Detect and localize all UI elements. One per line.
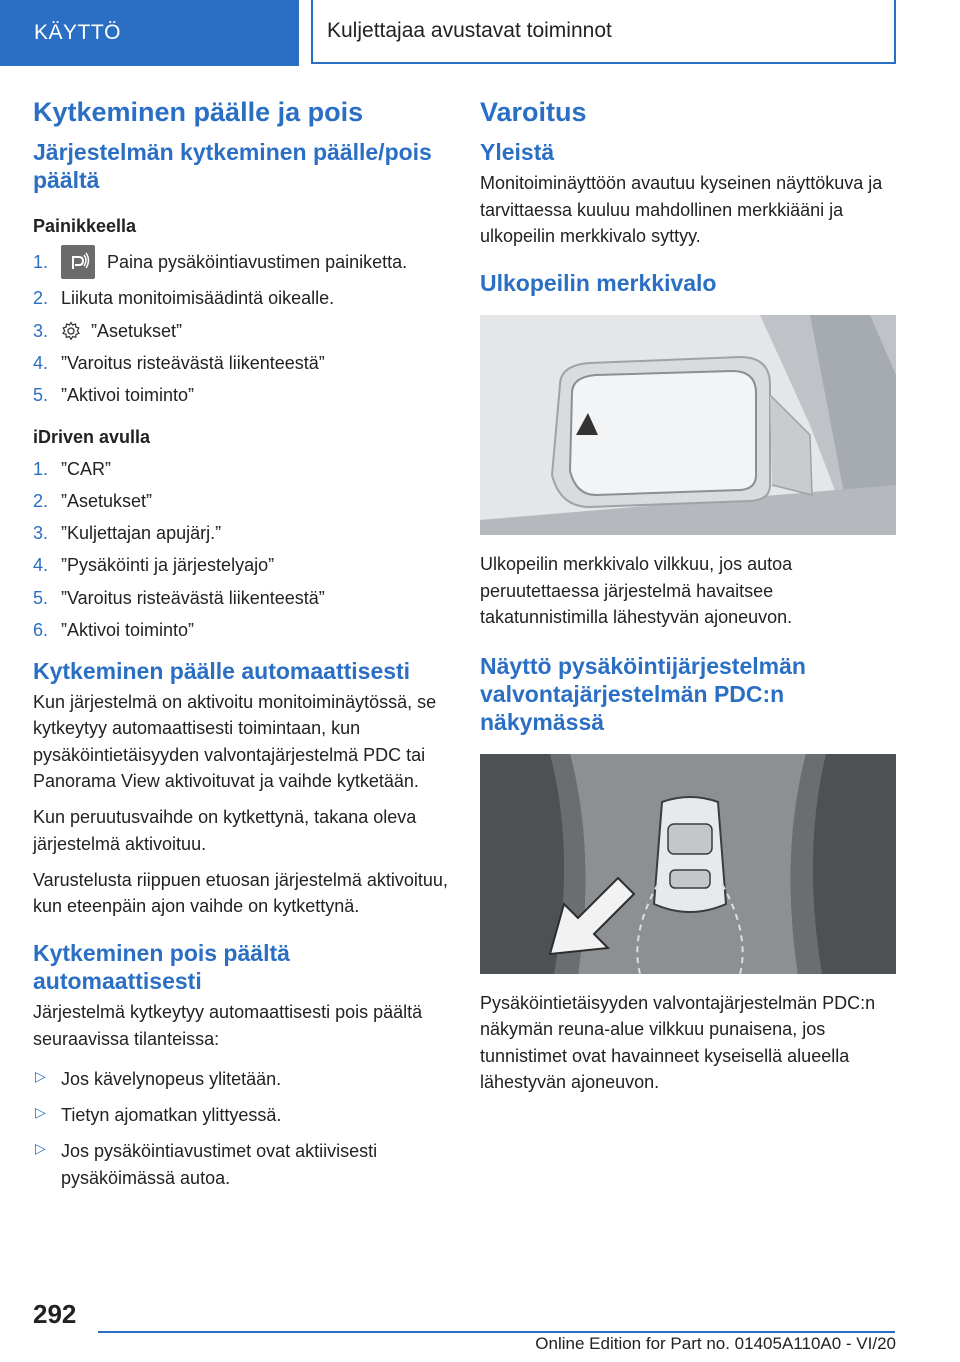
step-text: ”CAR”	[61, 458, 111, 479]
list-item	[33, 318, 449, 344]
step-number: 2.	[33, 490, 49, 511]
heading-idrive: iDriven avulla	[33, 426, 151, 447]
step-text: ”Asetukset”	[61, 490, 153, 511]
step-number: 3.	[33, 320, 49, 341]
heading-switch-on-off: Kytkeminen päälle ja pois	[33, 97, 364, 127]
step-number: 3.	[33, 523, 49, 544]
paragraph: Varustelusta riippuen etuosan järjestelmä aktivoituu, kun eteenpäin ajon vaihde on kytkettynä.	[33, 869, 448, 917]
heading-by-button: Painikkeella	[33, 216, 137, 237]
step-text: Liikuta monitoimisäädintä oikealle.	[61, 288, 335, 309]
step-number: 2.	[33, 288, 49, 309]
step-number: 5.	[33, 385, 49, 406]
step-text: ”Kuljettajan apujärj.”	[61, 523, 222, 544]
edition-note: Online Edition for Part no. 01405A110A0 - VI/20	[535, 1334, 896, 1353]
section-title: KÄYTTÖ	[34, 21, 122, 44]
paragraph: Ulkopeilin merkkivalo vilkkuu, jos autoa peruutettaessa järjestelmä havaitsee takatunnistimilla lähestyvän ajoneuvon.	[480, 554, 793, 627]
triangle-bullet-icon: ▷	[35, 1140, 46, 1157]
section-tab	[0, 0, 299, 66]
list-item	[33, 350, 449, 376]
parking-assist-button-icon	[61, 245, 95, 279]
step-text: ”Pysäköinti ja järjestelyajo”	[61, 555, 275, 576]
list-item	[33, 382, 449, 408]
list-item	[33, 1102, 449, 1128]
chapter-title: Kuljettajaa avustavat toiminnot	[327, 19, 612, 42]
step-number: 1.	[33, 252, 49, 273]
page-number: 292	[33, 1299, 77, 1329]
item-text: Tietyn ajomatkan ylittyessä.	[61, 1105, 282, 1126]
right-column	[480, 96, 896, 1105]
item-text: Jos pysäköintiavustimet ovat aktiivisesti pysäköimässä autoa.	[61, 1141, 378, 1188]
list-item	[33, 1066, 449, 1092]
paragraph: Monitoiminäyttöön avautuu kyseinen näyttökuva ja tarvittaessa kuuluu mahdollinen merkkiääni ja ulkopeilin merkkivalo syttyy.	[480, 173, 883, 246]
step-text: Paina pysäköintiavustimen painiketta.	[107, 252, 408, 273]
triangle-bullet-icon: ▷	[35, 1067, 46, 1084]
list-item	[33, 585, 449, 611]
idrive-steps	[33, 456, 449, 644]
chapter-header	[311, 0, 896, 64]
list-item	[33, 285, 449, 311]
gear-icon	[61, 321, 81, 341]
heading-mirror-indicator: Ulkopeilin merkkivalo	[480, 270, 717, 297]
list-item	[33, 456, 449, 482]
step-text: ”Aktivoi toiminto”	[61, 619, 195, 640]
heading-general: Yleistä	[480, 139, 555, 166]
step-text: ”Asetukset”	[91, 320, 183, 341]
list-item	[33, 488, 449, 514]
paragraph: Kun peruutusvaihde on kytkettynä, takana oleva järjestelmä aktivoituu.	[33, 807, 417, 854]
step-number: 6.	[33, 619, 49, 640]
step-number: 5.	[33, 587, 49, 608]
step-number: 4.	[33, 555, 49, 576]
left-column	[33, 96, 449, 1201]
parking-sensor-icon	[65, 249, 91, 275]
step-text: ”Aktivoi toiminto”	[61, 385, 195, 406]
list-item	[33, 552, 449, 578]
button-steps	[33, 245, 449, 408]
heading-auto-off: Kytkeminen pois päältä automaattisesti	[33, 940, 290, 995]
mirror-indicator-illustration	[480, 315, 896, 535]
paragraph: Pysäköintietäisyyden valvontajärjestelmän PDC:n näkymän reuna-alue vilkkuu punaisena, jos tunnistimet ovat havainneet kyseisellä alueella lähestyvän ajoneuvon.	[480, 993, 876, 1093]
step-text: ”Varoitus risteävästä liikenteestä”	[61, 587, 325, 608]
list-item	[33, 520, 449, 546]
paragraph: Kun järjestelmä on aktivoitu monitoiminäytössä, se kytkeytyy automaattisesti toimintaan, kun pysäköintietäisyyden valvontajärjestelmä PDC tai Panorama View aktivoituvat ja vaihde kytketään.	[33, 692, 437, 791]
step-number: 1.	[33, 458, 49, 479]
list-item	[33, 245, 449, 279]
step-text: ”Varoitus risteävästä liikenteestä”	[61, 353, 325, 374]
step-number: 4.	[33, 353, 49, 374]
list-item	[33, 617, 449, 643]
pdc-view-illustration	[480, 754, 896, 974]
list-item	[33, 1138, 449, 1191]
heading-pdc-display: Näyttö pysäköintijärjestelmän valvontajärjestelmän PDC:n näkymässä	[480, 653, 806, 736]
item-text: Jos kävelynopeus ylitetään.	[61, 1068, 282, 1089]
heading-system-on-off: Järjestelmän kytkeminen päälle/pois päältä	[33, 139, 432, 194]
heading-warning: Varoitus	[480, 97, 587, 127]
footer-divider	[98, 1331, 895, 1333]
paragraph: Järjestelmä kytkeytyy automaattisesti pois päältä seuraavissa tilanteissa:	[33, 1002, 423, 1049]
auto-off-list	[33, 1066, 449, 1191]
heading-auto-on: Kytkeminen päälle automaattisesti	[33, 658, 411, 685]
triangle-bullet-icon: ▷	[35, 1104, 46, 1121]
